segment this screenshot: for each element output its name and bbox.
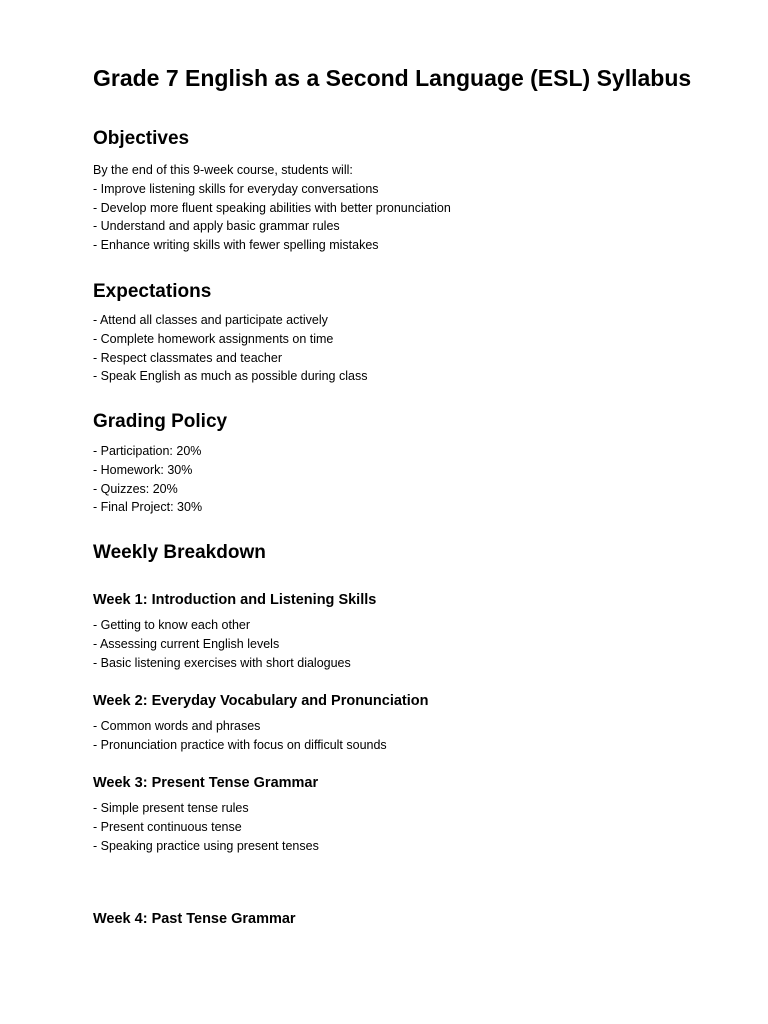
week-2-list bbox=[93, 717, 387, 755]
list-item: - Assessing current English levels bbox=[93, 636, 280, 651]
grading-policy-list bbox=[93, 442, 202, 517]
list-item: - Improve listening skills for everyday conversations bbox=[93, 181, 379, 196]
week-3-list bbox=[93, 799, 319, 855]
week-2-title: Week 2: Everyday Vocabulary and Pronunciation bbox=[93, 693, 429, 709]
objectives-list bbox=[93, 161, 451, 255]
list-item: - Enhance writing skills with fewer spelling mistakes bbox=[93, 238, 379, 253]
list-item: - Quizzes: 20% bbox=[93, 481, 178, 496]
list-item: - Develop more fluent speaking abilities with better pronunciation bbox=[93, 200, 451, 215]
list-item: - Attend all classes and participate actively bbox=[93, 313, 328, 327]
objectives-intro: By the end of this 9-week course, students will: bbox=[93, 163, 353, 177]
document-title: Grade 7 English as a Second Language (ESL) Syllabus bbox=[93, 65, 692, 91]
list-item: - Respect classmates and teacher bbox=[93, 350, 282, 365]
list-item: - Simple present tense rules bbox=[93, 801, 249, 815]
list-item: - Basic listening exercises with short dialogues bbox=[93, 655, 351, 670]
expectations-heading: Expectations bbox=[93, 281, 212, 302]
list-item: - Getting to know each other bbox=[93, 618, 251, 632]
week-4-title: Week 4: Past Tense Grammar bbox=[93, 911, 296, 927]
list-item: - Present continuous tense bbox=[93, 819, 242, 834]
list-item: - Participation: 20% bbox=[93, 444, 202, 458]
grading-policy-heading: Grading Policy bbox=[93, 411, 228, 432]
list-item: - Homework: 30% bbox=[93, 462, 193, 477]
objectives-heading: Objectives bbox=[93, 128, 190, 149]
list-item: - Speaking practice using present tenses bbox=[93, 838, 319, 853]
list-item: - Common words and phrases bbox=[93, 719, 261, 733]
list-item: - Final Project: 30% bbox=[93, 500, 203, 515]
weekly-breakdown-heading: Weekly Breakdown bbox=[93, 542, 266, 563]
list-item: - Pronunciation practice with focus on difficult sounds bbox=[93, 737, 387, 752]
list-item: - Understand and apply basic grammar rules bbox=[93, 219, 340, 234]
list-item: - Complete homework assignments on time bbox=[93, 331, 334, 346]
week-1-list bbox=[93, 616, 351, 672]
expectations-list bbox=[93, 311, 367, 386]
week-1-title: Week 1: Introduction and Listening Skills bbox=[93, 592, 377, 608]
list-item: - Speak English as much as possible during class bbox=[93, 369, 368, 384]
week-3-title: Week 3: Present Tense Grammar bbox=[93, 775, 319, 791]
